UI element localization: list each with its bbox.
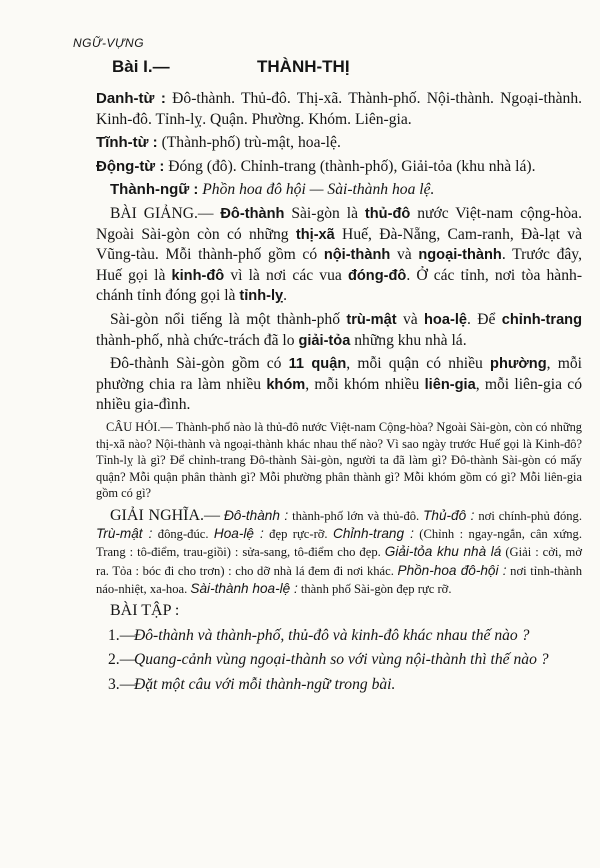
lecture-paragraph-3: [96, 354, 582, 416]
text-run: Sài-gòn nổi tiếng là một thành-phố: [110, 310, 347, 328]
vocab-label: Thành-ngữ :: [110, 181, 199, 199]
lecture-paragraph-1: [96, 204, 582, 307]
text-run: và: [396, 310, 425, 328]
text-run: . Để: [467, 310, 502, 328]
glossary-def: (Giải : cởi, mở ra. Tỏa : bóc đi cho trơn) : cho dỡ nhà lá đem đi nơi khác.: [96, 545, 583, 578]
text-run: , mỗi phường chia ra làm nhiều: [96, 355, 582, 393]
text-run: Sài-gòn là: [284, 204, 365, 222]
text-run: những khu nhà lá.: [350, 331, 467, 349]
glossary-def: nơi tỉnh-thành náo-nhiệt, xa-hoa.: [96, 563, 582, 597]
lesson-number: Bài I.—: [112, 57, 170, 76]
glossary-def: thành phố Sài-gòn đẹp rực rỡ.: [297, 582, 452, 597]
questions: CÂU HỎI.— Thành-phố nào là thủ-đô nước Việt-nam Cộng-hòa? Ngoài Sài-gòn, còn có những thị-xã nào? Nội-thành và ngoại-thành khác nhau thế nào? Vì sao ngày trước Huế gọi là Kinh-đô? Tỉnh-lỵ là gì? Để chỉnh-trang Đô-thành Sài-gòn, người ta đã làm gì? Đô-thành Sài-gòn có mấy quận? Mỗi quận phân thành gì? Mỗi phường phân thành gì? Mỗi khóm gồm có gì? Mỗi liên-gia gồm có gì?: [96, 419, 582, 501]
glossary-term: Hoa-lệ :: [213, 526, 264, 542]
term: khóm: [266, 376, 306, 393]
exercise-item: [96, 626, 582, 646]
term: nội-thành: [323, 247, 391, 264]
glossary-label: GIẢI NGHĨA.—: [110, 506, 221, 524]
term: thị-xã: [295, 226, 335, 243]
text-run: vì là nơi các vua: [224, 266, 348, 284]
exercise-list: [96, 626, 582, 695]
glossary-def: nơi chính-phủ đóng.: [474, 508, 582, 523]
vocab-adjectives: [96, 133, 582, 154]
text-run: nước Việt-nam cộng-hòa. Ngoài Sài-gòn còn có những: [96, 204, 582, 243]
glossary-term: Thủ-đô :: [423, 507, 475, 523]
text-run: , mỗi quận có nhiều: [346, 355, 491, 373]
exercise-text: Đô-thành và thành-phố, thủ-đô và kinh-đô khác nhau thế nào ?: [134, 626, 530, 644]
glossary-term: Đô-thành :: [223, 507, 289, 523]
term: liên-gia: [424, 376, 476, 393]
glossary-term: Phồn-hoa đô-hội :: [397, 562, 507, 578]
exercise-number: 1.—: [108, 626, 136, 644]
text-run: . Ở các tỉnh, nơi tòa hành-chánh tỉnh đóng gọi là: [96, 266, 583, 305]
vocab-label: Động-từ :: [96, 157, 165, 175]
text-run: , mỗi liên-gia có nhiều gia-đình.: [96, 375, 582, 414]
term: thủ-đô: [364, 205, 411, 222]
exercise-number: 2.—: [108, 651, 136, 669]
glossary-def: (Chỉnh : ngay-ngắn, cân xứng. Trang : tô-điểm, trau-giồi) : sửa-sang, tô-điểm cho đẹp.: [96, 527, 582, 560]
term: đóng-đô: [347, 267, 407, 284]
vocab-verbs: [96, 157, 582, 178]
term: hoa-lệ: [424, 311, 467, 328]
exercise-text: Đặt một câu với mỗi thành-ngữ trong bài.: [134, 675, 396, 693]
text-run: và: [390, 246, 419, 264]
text-run: . Trước đây, Huế gọi là: [96, 246, 582, 284]
exercise-item: [96, 675, 582, 695]
text-run: , mỗi khóm nhiều: [305, 375, 425, 393]
term: tỉnh-lỵ: [239, 288, 284, 305]
text-run: BÀI GIẢNG.—: [110, 204, 221, 222]
exercises-label: BÀI TẬP :: [110, 602, 180, 620]
term: Đô-thành: [220, 205, 285, 222]
glossary-term: Sài-thành hoa-lệ :: [190, 581, 298, 597]
glossary-term: Chỉnh-trang :: [333, 526, 414, 542]
exercise-text: Quang-cảnh vùng ngoại-thành so với vùng nội-thành thì thế nào ?: [134, 651, 549, 669]
term: kinh-đô: [171, 267, 225, 284]
lecture-paragraph-2: [96, 310, 582, 351]
term: giải-tỏa: [298, 332, 351, 349]
vocab-label: Tĩnh-từ :: [96, 134, 158, 152]
glossary-def: thành-phố lớn và thủ-đô.: [288, 508, 424, 523]
running-header: NGỮ-VỰNG: [73, 36, 145, 50]
exercise-number: 3.—: [108, 675, 136, 693]
glossary-def: đẹp rực-rỡ.: [263, 527, 333, 542]
vocab-text: Phồn hoa đô hội — Sài-thành hoa lệ.: [202, 181, 435, 199]
term: chỉnh-trang: [501, 311, 583, 328]
glossary: [96, 507, 582, 598]
text-run: Huế, Đà-Nẵng, Cam-ranh, Đà-lạt và Vũng-tàu. Mỗi thành-phố gồm có: [96, 225, 582, 264]
vocab-text: Đóng (đô). Chỉnh-trang (thành-phố), Giải-tỏa (khu nhà lá).: [168, 157, 536, 175]
vocab-idioms: [96, 180, 582, 201]
text-run: thành-phố, nhà chức-trách đã lo: [96, 331, 299, 349]
term: phường: [490, 356, 547, 373]
vocab-text: Đô-thành. Thủ-đô. Thị-xã. Thành-phố. Nội-thành. Ngoại-thành. Kinh-đô. Tỉnh-lỵ. Quận. Phường. Khóm. Liên-gia.: [96, 90, 583, 128]
glossary-term: Trù-mật :: [96, 526, 153, 542]
vocab-label: Danh-từ :: [96, 90, 166, 107]
term: trù-mật: [346, 311, 397, 328]
lesson-body: [96, 89, 582, 699]
term: 11 quận: [288, 356, 347, 373]
vocab-text: (Thành-phố) trù-mật, hoa-lệ.: [161, 134, 341, 152]
exercise-item: [96, 650, 582, 670]
lesson-title: THÀNH-THỊ: [257, 57, 350, 76]
term: ngoại-thành: [418, 247, 502, 264]
text-run: Đô-thành Sài-gòn gồm có: [110, 355, 289, 373]
text-run: .: [283, 287, 288, 305]
glossary-def: đông-đúc.: [152, 527, 214, 542]
glossary-term: Giải-tỏa khu nhà lá: [384, 544, 502, 560]
vocab-nouns: [96, 89, 582, 130]
